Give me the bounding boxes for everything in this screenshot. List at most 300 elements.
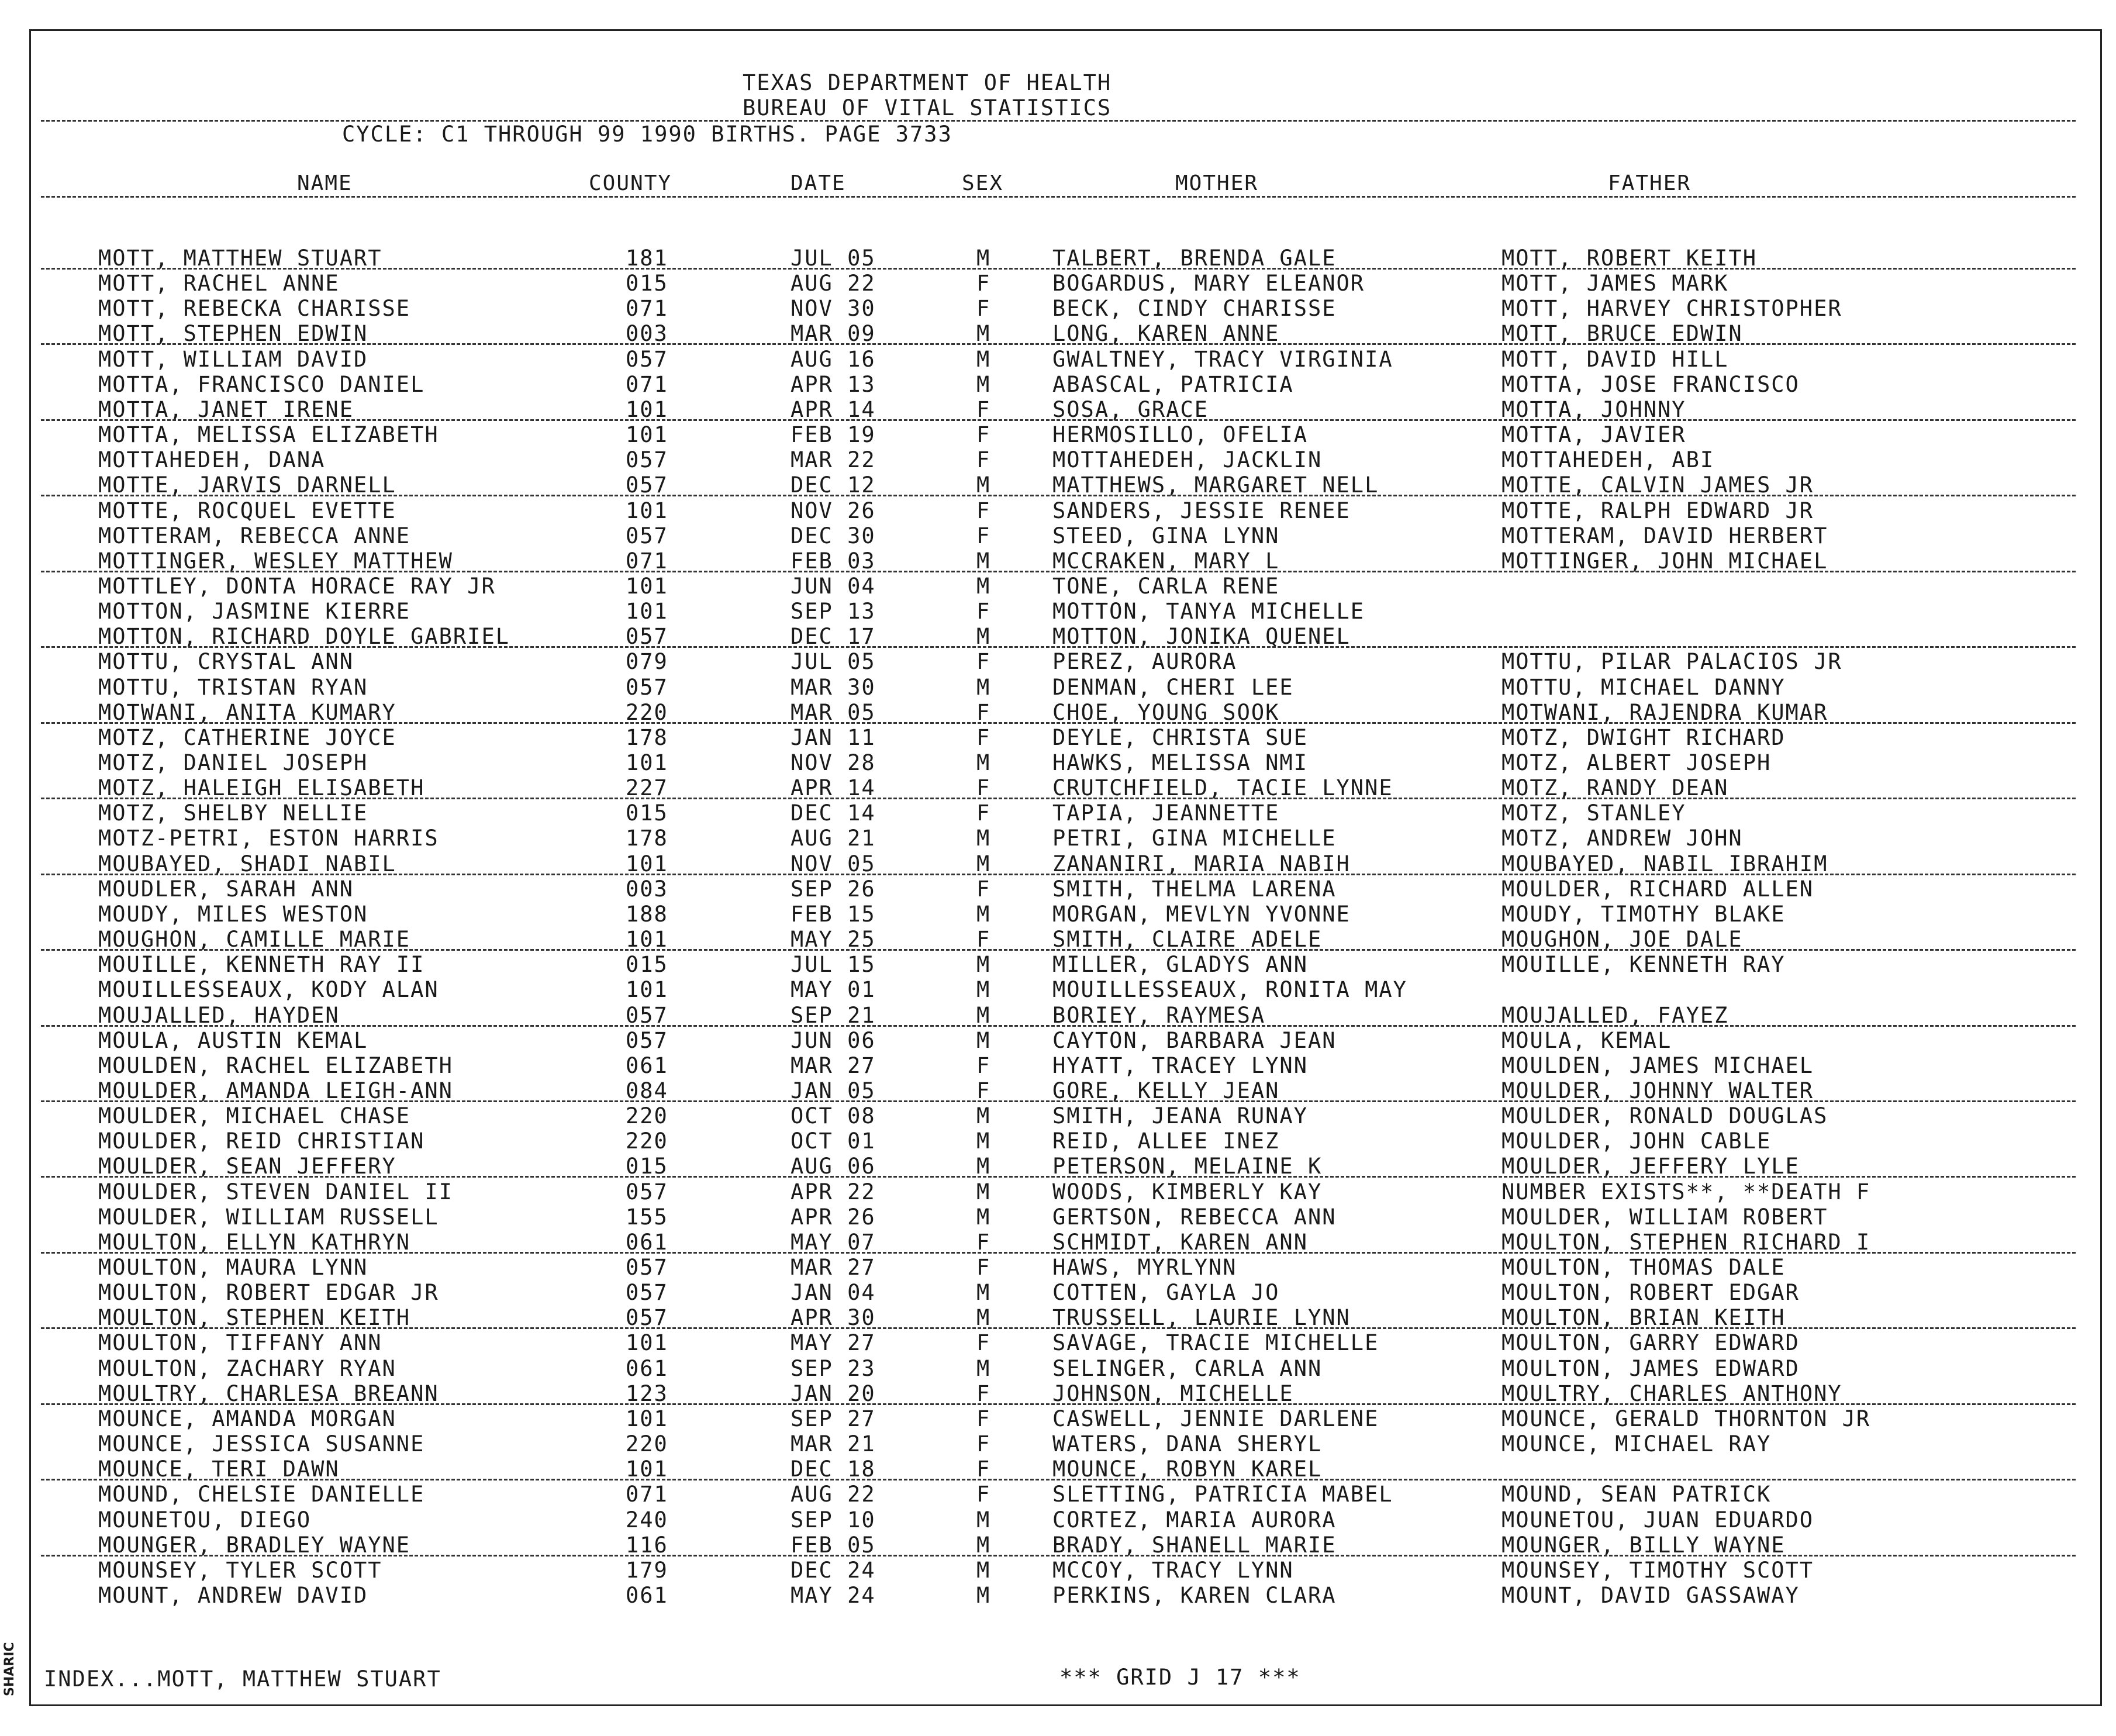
cell-county: 015 [626, 1154, 668, 1179]
cell-name: MOTT, RACHEL ANNE [98, 271, 340, 296]
cell-county: 101 [626, 396, 668, 422]
row-rule [41, 646, 2076, 648]
cell-date: DEC 12 [791, 472, 876, 498]
cell-sex: M [976, 1507, 991, 1533]
cell-mother: BORIEY, RAYMESA [1052, 1002, 1266, 1028]
table-row [0, 1128, 2116, 1154]
cell-date: DEC 30 [791, 523, 876, 548]
cell-name: MOTTON, RICHARD DOYLE GABRIEL [98, 624, 510, 650]
row-rule [41, 571, 2076, 572]
cell-sex: M [976, 1557, 991, 1583]
cell-mother: MATTHEWS, MARGARET NELL [1052, 472, 1379, 498]
cell-name: MOUJALLED, HAYDEN [98, 1002, 340, 1028]
cell-father: MOULTON, STEPHEN RICHARD I [1501, 1229, 1871, 1255]
table-row [0, 1053, 2116, 1078]
cell-date: NOV 26 [791, 498, 876, 523]
table-row [0, 1482, 2116, 1507]
cell-date: JAN 04 [791, 1280, 876, 1306]
table-row [0, 826, 2116, 851]
cell-name: MOUGHON, CAMILLE MARIE [98, 927, 411, 952]
cell-name: MOULDER, AMANDA LEIGH-ANN [98, 1078, 453, 1103]
cell-sex: F [976, 599, 991, 624]
cell-father: MOTZ, DWIGHT RICHARD [1501, 724, 1786, 750]
cell-sex: F [976, 296, 991, 322]
row-rule [41, 1025, 2076, 1027]
cell-sex: M [976, 1582, 991, 1608]
cell-father: MOUDY, TIMOTHY BLAKE [1501, 901, 1786, 927]
cell-name: MOTTERAM, REBECCA ANNE [98, 523, 411, 548]
cell-sex: M [976, 1355, 991, 1381]
table-row [0, 1507, 2116, 1533]
footer-index: INDEX...MOTT, MATTHEW STUART [44, 1666, 441, 1692]
cell-mother: WOODS, KIMBERLY KAY [1052, 1179, 1323, 1204]
cell-county: 188 [626, 901, 668, 927]
cell-father: MOULDER, JOHN CABLE [1501, 1128, 1772, 1154]
cell-date: DEC 24 [791, 1557, 876, 1583]
column-header-father: FATHER [1608, 171, 1692, 195]
cell-mother: BOGARDUS, MARY ELEANOR [1052, 271, 1365, 296]
cell-mother: TRUSSELL, LAURIE LYNN [1052, 1305, 1351, 1331]
cell-sex: F [976, 927, 991, 952]
cell-date: AUG 16 [791, 346, 876, 372]
table-row [0, 876, 2116, 902]
cell-father: MOUBAYED, NABIL IBRAHIM [1501, 851, 1828, 876]
cell-sex: F [976, 724, 991, 750]
cell-mother: GERTSON, REBECCA ANN [1052, 1204, 1337, 1230]
cell-father: MOUNGER, BILLY WAYNE [1501, 1532, 1786, 1558]
cell-father: MOULDEN, JAMES MICHAEL [1501, 1052, 1814, 1078]
cell-father: MOTTU, MICHAEL DANNY [1501, 674, 1786, 700]
cell-county: 071 [626, 296, 668, 322]
cell-sex: M [976, 1128, 991, 1154]
cell-county: 057 [626, 447, 668, 473]
cell-date: MAR 21 [791, 1431, 876, 1457]
row-rule [41, 1403, 2076, 1405]
cell-sex: F [976, 800, 991, 826]
row-rule [41, 1479, 2076, 1480]
row-rule [41, 343, 2076, 345]
table-row [0, 1305, 2116, 1330]
table-row [0, 321, 2116, 346]
cell-mother: BECK, CINDY CHARISSE [1052, 296, 1337, 322]
cell-father: MOTTA, JOSE FRANCISCO [1501, 371, 1800, 397]
cell-date: MAR 22 [791, 447, 876, 473]
cell-name: MOTTLEY, DONTA HORACE RAY JR [98, 573, 496, 599]
cell-sex: F [976, 1482, 991, 1507]
table-row [0, 675, 2116, 700]
cell-mother: MOTTAHEDEH, JACKLIN [1052, 447, 1323, 473]
cell-date: OCT 08 [791, 1103, 876, 1129]
cell-county: 061 [626, 1229, 668, 1255]
cell-mother: PERKINS, KAREN CLARA [1052, 1582, 1337, 1608]
cell-sex: F [976, 1457, 991, 1482]
table-row [0, 851, 2116, 876]
cell-mother: SMITH, JEANA RUNAY [1052, 1103, 1308, 1129]
cell-mother: PETRI, GINA MICHELLE [1052, 826, 1337, 851]
cell-county: 101 [626, 927, 668, 952]
cell-father: MOTTINGER, JOHN MICHAEL [1501, 548, 1828, 574]
cell-mother: MOTTON, TANYA MICHELLE [1052, 599, 1365, 624]
cell-sex: M [976, 1103, 991, 1129]
table-row [0, 447, 2116, 472]
cell-county: 101 [626, 599, 668, 624]
cell-father: MOUNETOU, JUAN EDUARDO [1501, 1507, 1814, 1533]
table-row [0, 1028, 2116, 1053]
cell-father: MOULA, KEMAL [1501, 1027, 1672, 1053]
cell-county: 178 [626, 724, 668, 750]
table-row [0, 1558, 2116, 1583]
cell-name: MOUNT, ANDREW DAVID [98, 1582, 368, 1608]
cell-name: MOTT, WILLIAM DAVID [98, 346, 368, 372]
cell-sex: F [976, 498, 991, 523]
cell-mother: SMITH, THELMA LARENA [1052, 876, 1337, 902]
cell-date: JAN 11 [791, 724, 876, 750]
cell-date: DEC 14 [791, 800, 876, 826]
cell-name: MOTT, REBECKA CHARISSE [98, 296, 411, 322]
cell-name: MOUNSEY, TYLER SCOTT [98, 1557, 382, 1583]
row-rule [41, 268, 2076, 270]
cell-sex: M [976, 548, 991, 574]
cell-father: MOTZ, ANDREW JOHN [1501, 826, 1743, 851]
cell-county: 220 [626, 699, 668, 725]
table-row [0, 472, 2116, 498]
cell-father: MOULTON, ROBERT EDGAR [1501, 1280, 1800, 1306]
cell-name: MOUNGER, BRADLEY WAYNE [98, 1532, 411, 1558]
cell-mother: SELINGER, CARLA ANN [1052, 1355, 1323, 1381]
row-rule [41, 1176, 2076, 1178]
cell-name: MOTTON, JASMINE KIERRE [98, 599, 411, 624]
row-rule [41, 798, 2076, 799]
cell-mother: SCHMIDT, KAREN ANN [1052, 1229, 1308, 1255]
cell-county: 101 [626, 422, 668, 448]
cell-date: SEP 23 [791, 1355, 876, 1381]
cell-name: MOTTA, MELISSA ELIZABETH [98, 422, 439, 448]
cell-county: 101 [626, 573, 668, 599]
cell-county: 101 [626, 1406, 668, 1431]
cell-name: MOUNCE, AMANDA MORGAN [98, 1406, 396, 1431]
cell-name: MOUDY, MILES WESTON [98, 901, 368, 927]
cell-county: 101 [626, 750, 668, 775]
cell-sex: F [976, 649, 991, 675]
cell-county: 061 [626, 1355, 668, 1381]
cell-date: AUG 06 [791, 1154, 876, 1179]
cell-name: MOTTA, FRANCISCO DANIEL [98, 371, 425, 397]
cell-date: MAR 09 [791, 321, 876, 347]
cell-date: JUL 05 [791, 649, 876, 675]
cell-date: MAR 27 [791, 1255, 876, 1280]
cell-sex: M [976, 952, 991, 978]
cell-date: APR 14 [791, 396, 876, 422]
cell-mother: SMITH, CLAIRE ADELE [1052, 927, 1323, 952]
row-rule [41, 949, 2076, 951]
cell-date: OCT 01 [791, 1128, 876, 1154]
table-row [0, 1280, 2116, 1305]
column-header-sex: SEX [962, 171, 1004, 195]
cell-sex: M [976, 624, 991, 650]
footer-grid: *** GRID J 17 *** [1059, 1665, 1301, 1690]
cell-county: 227 [626, 775, 668, 801]
cell-name: MOULDER, WILLIAM RUSSELL [98, 1204, 439, 1230]
cell-sex: F [976, 1330, 991, 1356]
cell-sex: M [976, 1027, 991, 1053]
cell-mother: MORGAN, MEVLYN YVONNE [1052, 901, 1351, 927]
cell-father: MOTZ, RANDY DEAN [1501, 775, 1729, 801]
cell-mother: CASWELL, JENNIE DARLENE [1052, 1406, 1379, 1431]
table-row [0, 498, 2116, 523]
cell-date: MAY 25 [791, 927, 876, 952]
table-row [0, 1230, 2116, 1255]
cell-name: MOTZ, DANIEL JOSEPH [98, 750, 368, 775]
table-row [0, 1583, 2116, 1608]
cell-sex: M [976, 750, 991, 775]
table-row [0, 952, 2116, 977]
cell-county: 071 [626, 371, 668, 397]
cell-name: MOUNETOU, DIEGO [98, 1507, 312, 1533]
cell-name: MOULTON, ZACHARY RYAN [98, 1355, 396, 1381]
table-row [0, 800, 2116, 826]
header-subtitle: BUREAU OF VITAL STATISTICS [743, 95, 1112, 120]
cell-father: MOULTON, GARRY EDWARD [1501, 1330, 1800, 1356]
cell-county: 057 [626, 472, 668, 498]
cell-date: SEP 27 [791, 1406, 876, 1431]
column-header-rule [41, 196, 2076, 198]
table-row [0, 624, 2116, 649]
cell-mother: MCCOY, TRACY LYNN [1052, 1557, 1294, 1583]
cell-mother: GWALTNEY, TRACY VIRGINIA [1052, 346, 1393, 372]
cell-county: 079 [626, 649, 668, 675]
column-header-mother: MOTHER [1175, 171, 1259, 195]
cell-father: MOULTON, BRIAN KEITH [1501, 1305, 1786, 1331]
cell-date: FEB 15 [791, 901, 876, 927]
cell-date: JUL 15 [791, 952, 876, 978]
table-row [0, 1255, 2116, 1280]
table-row [0, 1103, 2116, 1128]
cell-date: FEB 19 [791, 422, 876, 448]
cell-date: DEC 18 [791, 1457, 876, 1482]
cell-date: AUG 21 [791, 826, 876, 851]
cell-sex: F [976, 396, 991, 422]
cell-date: SEP 26 [791, 876, 876, 902]
table-row [0, 1078, 2116, 1103]
cell-sex: F [976, 1229, 991, 1255]
row-rule [41, 419, 2076, 421]
table-row [0, 750, 2116, 775]
cell-father: MOUNT, DAVID GASSAWAY [1501, 1582, 1800, 1608]
row-rule [41, 874, 2076, 875]
cell-mother: COTTEN, GAYLA JO [1052, 1280, 1280, 1306]
cell-name: MOUNCE, TERI DAWN [98, 1457, 340, 1482]
cell-date: JAN 05 [791, 1078, 876, 1103]
cell-mother: HYATT, TRACEY LYNN [1052, 1052, 1308, 1078]
row-rule [41, 495, 2076, 496]
cell-county: 220 [626, 1431, 668, 1457]
cell-county: 057 [626, 624, 668, 650]
table-row [0, 1003, 2116, 1028]
cell-mother: LONG, KAREN ANNE [1052, 321, 1280, 347]
cell-name: MOULTRY, CHARLESA BREANN [98, 1380, 439, 1406]
cell-name: MOTZ, CATHERINE JOYCE [98, 724, 396, 750]
cell-date: JAN 20 [791, 1380, 876, 1406]
cell-father: MOTTE, CALVIN JAMES JR [1501, 472, 1814, 498]
cell-father: MOTTU, PILAR PALACIOS JR [1501, 649, 1842, 675]
cell-county: 057 [626, 346, 668, 372]
cell-father: MOUNCE, GERALD THORNTON JR [1501, 1406, 1871, 1431]
cell-father: MOULTON, JAMES EDWARD [1501, 1355, 1800, 1381]
cell-father: MOTTAHEDEH, ABI [1501, 447, 1715, 473]
cell-father: MOTT, BRUCE EDWIN [1501, 321, 1743, 347]
cell-father: MOTZ, ALBERT JOSEPH [1501, 750, 1772, 775]
cell-name: MOTT, MATTHEW STUART [98, 246, 382, 271]
cell-name: MOTTE, JARVIS DARNELL [98, 472, 396, 498]
cell-name: MOULTON, TIFFANY ANN [98, 1330, 382, 1356]
cell-mother: WATERS, DANA SHERYL [1052, 1431, 1323, 1457]
cell-sex: M [976, 472, 991, 498]
cell-county: 155 [626, 1204, 668, 1230]
cell-name: MOTTU, TRISTAN RYAN [98, 674, 368, 700]
cell-father: MOUNCE, MICHAEL RAY [1501, 1431, 1772, 1457]
table-row [0, 1330, 2116, 1355]
cell-name: MOULDER, REID CHRISTIAN [98, 1128, 425, 1154]
cell-father: MOULDER, RICHARD ALLEN [1501, 876, 1814, 902]
cell-father: MOULTRY, CHARLES ANTHONY [1501, 1380, 1842, 1406]
cell-county: 015 [626, 271, 668, 296]
table-row [0, 1179, 2116, 1204]
cell-father: MOULDER, RONALD DOUGLAS [1501, 1103, 1828, 1129]
table-row [0, 1533, 2116, 1558]
cell-sex: F [976, 1406, 991, 1431]
table-row [0, 977, 2116, 1002]
cell-county: 061 [626, 1582, 668, 1608]
cell-father: MOTT, HARVEY CHRISTOPHER [1501, 296, 1842, 322]
cell-sex: F [976, 1431, 991, 1457]
cell-mother: JOHNSON, MICHELLE [1052, 1380, 1294, 1406]
cell-father: MOUJALLED, FAYEZ [1501, 1002, 1729, 1028]
table-row [0, 1381, 2116, 1406]
cell-sex: M [976, 851, 991, 876]
cell-sex: F [976, 1380, 991, 1406]
cell-name: MOUDLER, SARAH ANN [98, 876, 354, 902]
cell-date: AUG 22 [791, 1482, 876, 1507]
cell-sex: M [976, 573, 991, 599]
cell-sex: M [976, 901, 991, 927]
column-header-date: DATE [791, 171, 846, 195]
cell-sex: F [976, 271, 991, 296]
cell-county: 240 [626, 1507, 668, 1533]
table-row [0, 902, 2116, 927]
cell-date: NOV 28 [791, 750, 876, 775]
cell-county: 101 [626, 498, 668, 523]
row-rule [41, 1327, 2076, 1329]
cell-father: MOTTE, RALPH EDWARD JR [1501, 498, 1814, 523]
cell-date: APR 22 [791, 1179, 876, 1204]
cell-name: MOTWANI, ANITA KUMARY [98, 699, 396, 725]
cell-date: MAY 24 [791, 1582, 876, 1608]
table-row [0, 372, 2116, 397]
cell-county: 084 [626, 1078, 668, 1103]
table-row [0, 1431, 2116, 1457]
cell-date: JUN 04 [791, 573, 876, 599]
cell-date: SEP 13 [791, 599, 876, 624]
cell-date: AUG 22 [791, 271, 876, 296]
cell-county: 057 [626, 1179, 668, 1204]
table-row [0, 347, 2116, 372]
cell-mother: REID, ALLEE INEZ [1052, 1128, 1280, 1154]
cell-county: 057 [626, 1305, 668, 1331]
table-row [0, 1406, 2116, 1431]
cell-date: FEB 03 [791, 548, 876, 574]
cell-mother: TALBERT, BRENDA GALE [1052, 246, 1337, 271]
cell-county: 101 [626, 1330, 668, 1356]
cell-name: MOUNCE, JESSICA SUSANNE [98, 1431, 425, 1457]
cell-mother: STEED, GINA LYNN [1052, 523, 1280, 548]
row-rule [41, 1555, 2076, 1556]
cell-county: 116 [626, 1532, 668, 1558]
cell-date: MAY 07 [791, 1229, 876, 1255]
table-row [0, 574, 2116, 599]
cell-father: NUMBER EXISTS**, **DEATH F [1501, 1179, 1871, 1204]
cell-mother: HAWKS, MELISSA NMI [1052, 750, 1308, 775]
cell-county: 178 [626, 826, 668, 851]
cell-date: APR 13 [791, 371, 876, 397]
cell-mother: PEREZ, AURORA [1052, 649, 1237, 675]
column-header-name: NAME [297, 171, 353, 195]
cell-sex: F [976, 447, 991, 473]
cell-name: MOULTON, ROBERT EDGAR JR [98, 1280, 439, 1306]
table-row [0, 523, 2116, 548]
cell-name: MOULDEN, RACHEL ELIZABETH [98, 1052, 453, 1078]
cell-date: MAR 05 [791, 699, 876, 725]
cell-sex: M [976, 1179, 991, 1204]
cell-father: MOUGHON, JOE DALE [1501, 927, 1743, 952]
cell-sex: M [976, 1532, 991, 1558]
cell-county: 071 [626, 548, 668, 574]
cell-name: MOTT, STEPHEN EDWIN [98, 321, 368, 347]
cell-mother: ZANANIRI, MARIA NABIH [1052, 851, 1351, 876]
cell-name: MOULDER, STEVEN DANIEL II [98, 1179, 453, 1204]
cell-county: 123 [626, 1380, 668, 1406]
side-label: SHARIC [2, 1642, 17, 1697]
cell-mother: GORE, KELLY JEAN [1052, 1078, 1280, 1103]
cell-sex: M [976, 1154, 991, 1179]
cell-date: MAY 01 [791, 977, 876, 1003]
cell-county: 057 [626, 1255, 668, 1280]
cell-date: NOV 30 [791, 296, 876, 322]
cell-county: 101 [626, 851, 668, 876]
cell-father: MOTT, DAVID HILL [1501, 346, 1729, 372]
cell-date: DEC 17 [791, 624, 876, 650]
cell-father: MOTZ, STANLEY [1501, 800, 1686, 826]
cell-sex: F [976, 775, 991, 801]
cell-sex: M [976, 321, 991, 347]
cell-name: MOTZ, SHELBY NELLIE [98, 800, 368, 826]
cell-father: MOTTA, JOHNNY [1501, 396, 1686, 422]
cell-county: 057 [626, 1027, 668, 1053]
cell-date: JUN 06 [791, 1027, 876, 1053]
cell-sex: F [976, 523, 991, 548]
cell-name: MOUND, CHELSIE DANIELLE [98, 1482, 425, 1507]
cell-father: MOULDER, WILLIAM ROBERT [1501, 1204, 1828, 1230]
cell-mother: HAWS, MYRLYNN [1052, 1255, 1237, 1280]
cell-father: MOTTERAM, DAVID HERBERT [1501, 523, 1828, 548]
cell-date: FEB 05 [791, 1532, 876, 1558]
cell-date: APR 30 [791, 1305, 876, 1331]
cell-sex: M [976, 1002, 991, 1028]
cell-sex: F [976, 1052, 991, 1078]
cell-county: 003 [626, 876, 668, 902]
table-row [0, 700, 2116, 725]
table-row [0, 1204, 2116, 1230]
cell-name: MOULDER, SEAN JEFFERY [98, 1154, 396, 1179]
